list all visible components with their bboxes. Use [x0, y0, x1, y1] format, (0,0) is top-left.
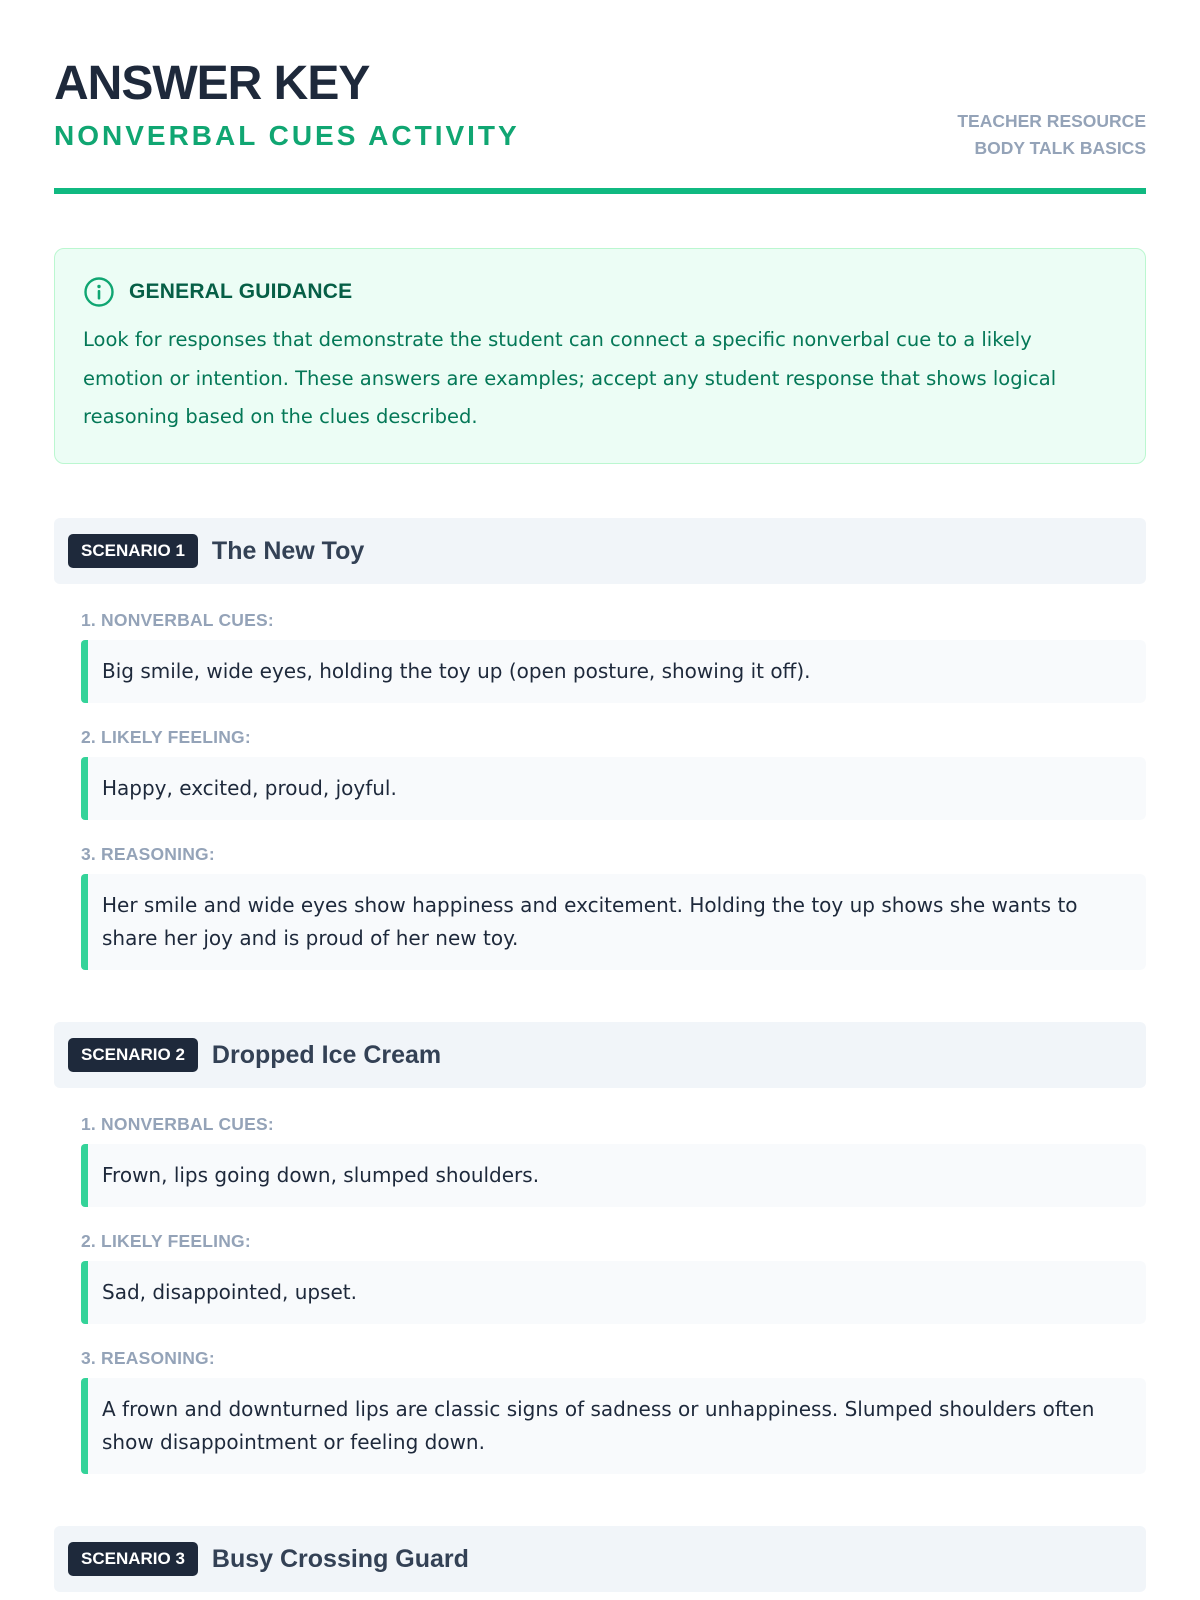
scenario-title: Busy Crossing Guard [211, 1544, 469, 1573]
scenario-answers [81, 1114, 1146, 1474]
info-icon [83, 276, 115, 308]
scenario-title: The New Toy [211, 536, 365, 565]
scenario-3 [54, 1526, 1146, 1592]
answer-reasoning: A frown and downturned lips are classic signs of sadness or unhappiness. Slumped shoulders often show disappointment or feeling down. [81, 1378, 1146, 1474]
guidance-title: GENERAL GUIDANCE [129, 280, 353, 303]
scenario-badge: SCENARIO 3 [68, 1542, 198, 1576]
scenario-badge: SCENARIO 2 [68, 1038, 198, 1072]
general-guidance-box [54, 248, 1146, 464]
scenario-2 [54, 1022, 1146, 1474]
answer-reasoning: Her smile and wide eyes show happiness and excitement. Holding the toy up shows she wants to share her joy and is proud of her new toy. [81, 874, 1146, 970]
meta-resource-type: TEACHER RESOURCE [957, 111, 1146, 131]
page-subtitle: NONVERBAL CUES ACTIVITY [54, 120, 520, 151]
scenario-header [54, 518, 1146, 584]
answer-feeling: Happy, excited, proud, joyful. [81, 757, 1146, 820]
answer-cues: Big smile, wide eyes, holding the toy up (open posture, showing it off). [81, 640, 1146, 703]
question-label-feeling: 2. LIKELY FEELING: [81, 727, 251, 747]
question-label-cues: 1. NONVERBAL CUES: [81, 1114, 274, 1134]
scenario-answers [81, 610, 1146, 970]
scenario-1 [54, 518, 1146, 970]
guidance-text: Look for responses that demonstrate the student can connect a specific nonverbal cue to a likely emotion or intention. These answers are examples; accept any student response that shows logical reasoning based on the clues described. [83, 328, 1057, 428]
meta-unit-name: BODY TALK BASICS [974, 138, 1146, 158]
page-title: ANSWER KEY [54, 57, 370, 110]
question-label-feeling: 2. LIKELY FEELING: [81, 1231, 251, 1251]
guidance-header [83, 273, 1117, 311]
scenario-header [54, 1526, 1146, 1592]
scenario-badge: SCENARIO 1 [68, 534, 198, 568]
scenario-title: Dropped Ice Cream [211, 1040, 442, 1069]
document-meta [957, 108, 1146, 162]
answer-feeling: Sad, disappointed, upset. [81, 1261, 1146, 1324]
scenario-header [54, 1022, 1146, 1088]
question-label-reasoning: 3. REASONING: [81, 844, 215, 864]
document-header [54, 0, 1146, 194]
answer-cues: Frown, lips going down, slumped shoulders. [81, 1144, 1146, 1207]
question-label-cues: 1. NONVERBAL CUES: [81, 610, 274, 630]
question-label-reasoning: 3. REASONING: [81, 1348, 215, 1368]
